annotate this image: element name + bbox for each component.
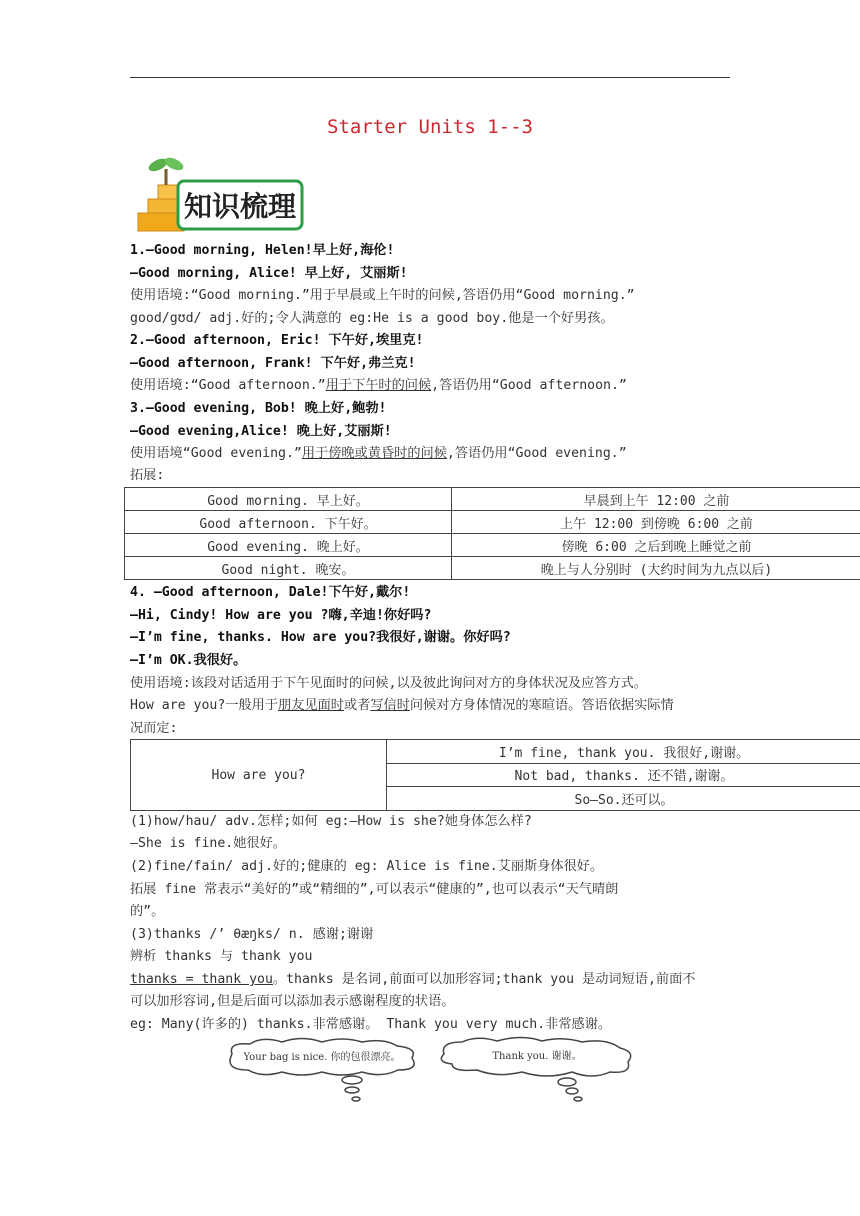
dialogue-4b: —Hi, Cindy! How are you ?嗨,辛迪!你好吗? bbox=[130, 608, 432, 623]
usage-4-part-b: 朋友见面时 bbox=[278, 698, 344, 713]
table-row bbox=[125, 511, 860, 534]
usage-2-prefix: 使用语境:“Good afternoon.” bbox=[130, 378, 326, 393]
time-cell: 早晨到上午 12:00 之前 bbox=[452, 488, 860, 511]
table-row bbox=[125, 557, 860, 580]
thanks-example: eg: Many(许多的) thanks.非常感谢。 Thank you very much.非常感谢。 bbox=[130, 1017, 612, 1032]
usage-3-suffix: ,答语仍用“Good evening.” bbox=[446, 446, 627, 461]
answer-cell: Not bad, thanks. 还不错,谢谢。 bbox=[387, 763, 860, 787]
greeting-cell: Good evening. 晚上好。 bbox=[125, 534, 452, 557]
dialogue-2b: —Good afternoon, Frank! 下午好,弗兰克! bbox=[130, 356, 416, 371]
thanks-equation: thanks = thank you bbox=[130, 972, 273, 987]
usage-3-prefix: 使用语境“Good evening.” bbox=[130, 446, 302, 461]
thanks-distinction: 辨析 thanks 与 thank you bbox=[130, 949, 313, 964]
usage-4-part-e: 问候对方身体情况的寒暄语。答语依据实际情 bbox=[409, 698, 674, 713]
usage-3-underlined: 用于傍晚或黄昏时的问候 bbox=[301, 446, 447, 461]
thanks-explanation bbox=[130, 971, 695, 989]
table-row bbox=[131, 740, 860, 764]
thanks-explanation-end: 可以加形容词,但是后面可以添加表示感谢程度的状语。 bbox=[130, 994, 455, 1009]
vocab-good: good/gʊd/ adj.好的;令人满意的 eg:He is a good boy.他是一个好男孩。 bbox=[130, 311, 614, 326]
answer-cell: I’m fine, thank you. 我很好,谢谢。 bbox=[387, 740, 860, 764]
time-cell: 晚上与人分别时 (大约时间为九点以后) bbox=[452, 557, 860, 580]
usage-2 bbox=[130, 377, 627, 395]
answer-cell: So—So.还可以。 bbox=[387, 787, 860, 811]
dialogue-1a: 1.—Good morning, Helen!早上好,海伦! bbox=[130, 243, 395, 258]
dialogue-1b: —Good morning, Alice! 早上好, 艾丽斯! bbox=[130, 266, 408, 281]
bubble-right bbox=[441, 1038, 630, 1102]
top-rule bbox=[130, 77, 730, 78]
fine-extension-end: 的”。 bbox=[130, 904, 165, 919]
dialogue-4a: 4. —Good afternoon, Dale!下午好,戴尔! bbox=[130, 585, 411, 600]
fine-extension: 拓展 fine 常表示“美好的”或“精细的”,可以表示“健康的”,也可以表示“天气晴朗 bbox=[130, 882, 619, 897]
page-title: Starter Units 1--3 bbox=[327, 116, 533, 138]
usage-4-part-c: 或者 bbox=[343, 698, 371, 713]
usage-2-suffix: ,答语仍用“Good afternoon.” bbox=[431, 378, 627, 393]
usage-4-part-d: 写信时 bbox=[370, 698, 410, 713]
usage-4-howareyou bbox=[130, 697, 674, 715]
dialogue-4c: —I’m fine, thanks. How are you?我很好,谢谢。你好吗? bbox=[130, 630, 511, 645]
dialogue-3a: 3.—Good evening, Bob! 晚上好,鲍勃! bbox=[130, 401, 387, 416]
usage-4: 使用语境:该段对话适用于下午见面时的问候,以及彼此询问对方的身体状况及应答方式。 bbox=[130, 676, 648, 691]
thanks-explanation-text: 。thanks 是名词,前面可以加形容词;thank you 是动词短语,前面不 bbox=[272, 972, 696, 987]
greeting-cell: Good morning. 早上好。 bbox=[125, 488, 452, 511]
bubble-right-text: Thank you. 谢谢。 bbox=[492, 1051, 582, 1062]
time-cell: 上午 12:00 到傍晚 6:00 之前 bbox=[452, 511, 860, 534]
bubble-left-text: Your bag is nice. 你的包很漂亮。 bbox=[243, 1052, 401, 1063]
usage-4-part-a: How are you?一般用于 bbox=[130, 698, 279, 713]
usage-2-underlined: 用于下午时的问候 bbox=[325, 378, 432, 393]
vocab-thanks: (3)thanks /’ θæŋks/ n. 感谢;谢谢 bbox=[130, 927, 374, 942]
usage-1: 使用语境:“Good morning.”用于早晨或上午时的问候,答语仍用“Good morning.” bbox=[130, 288, 635, 303]
greeting-cell: Good night. 晚安。 bbox=[125, 557, 452, 580]
usage-3 bbox=[130, 445, 627, 463]
speech-bubbles-illustration bbox=[222, 1036, 642, 1106]
vocab-fine: (2)fine/fain/ adj.好的;健康的 eg: Alice is fine.艾丽斯身体很好。 bbox=[130, 859, 604, 874]
knowledge-summary-badge bbox=[134, 155, 306, 233]
usage-4-end: 况而定: bbox=[130, 721, 178, 736]
badge-label: 知识梳理 bbox=[183, 190, 297, 223]
extension-label: 拓展: bbox=[130, 468, 165, 483]
dialogue-2a: 2.—Good afternoon, Eric! 下午好,埃里克! bbox=[130, 333, 424, 348]
howareyou-table bbox=[130, 739, 860, 811]
greeting-table bbox=[124, 487, 860, 580]
bubble-left bbox=[230, 1039, 414, 1102]
greeting-cell: Good afternoon. 下午好。 bbox=[125, 511, 452, 534]
table-row bbox=[125, 488, 860, 511]
vocab-how: (1)how/hau/ adv.怎样;如何 eg:—How is she?她身体怎么样? bbox=[130, 814, 532, 829]
dialogue-3b: —Good evening,Alice! 晚上好,艾丽斯! bbox=[130, 424, 392, 439]
time-cell: 傍晚 6:00 之后到晚上睡觉之前 bbox=[452, 534, 860, 557]
table-row bbox=[125, 534, 860, 557]
dialogue-4d: —I’m OK.我很好。 bbox=[130, 653, 247, 668]
question-cell: How are you? bbox=[131, 740, 387, 811]
vocab-how-example: —She is fine.她很好。 bbox=[130, 836, 286, 851]
